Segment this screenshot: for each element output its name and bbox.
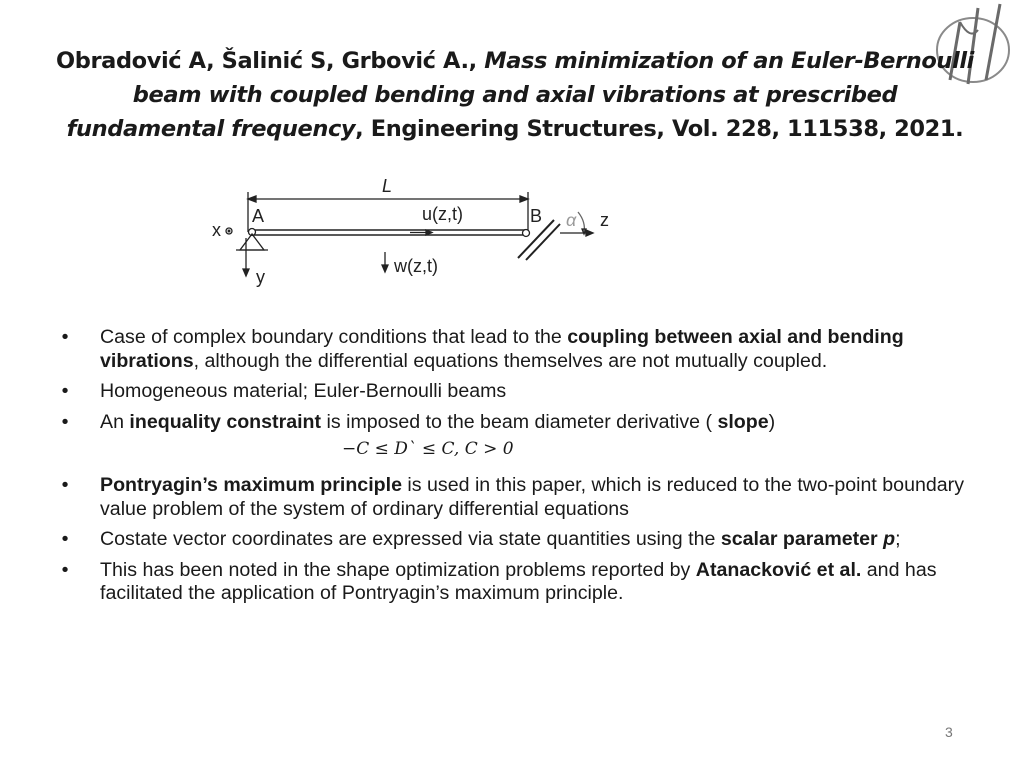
bullet-text: Case of complex boundary conditions that lead to the bbox=[100, 326, 568, 348]
bullet-text: is imposed to the beam diameter derivative ( bbox=[321, 410, 718, 433]
bullet-bold: Atanacković et al. bbox=[695, 558, 862, 581]
title-paper: Mass minimization of an Euler-Bernoulli beam with coupled bending and axial vibrations at prescribed fundamental frequency bbox=[66, 48, 974, 142]
beam-diagram bbox=[200, 172, 630, 294]
length-label: L bbox=[382, 176, 393, 196]
title-journal: , Engineering Structures, Vol. 228, 111538, 2021. bbox=[355, 116, 964, 142]
slide-title bbox=[55, 44, 975, 146]
bullet-bold: slope bbox=[717, 410, 769, 433]
transverse-label: w(z,t) bbox=[394, 256, 438, 276]
z-axis-label: z bbox=[600, 210, 609, 230]
bullet-item bbox=[58, 326, 968, 373]
bullet-bold: Pontryagin’s maximum principle bbox=[100, 474, 402, 496]
slope-constraint-formula: −C ≤ D` ≤ C, C > 0 bbox=[342, 439, 514, 459]
bullet-bold-italic: p bbox=[883, 528, 896, 550]
bullet-text: and has facilitated the application of Pontryagin’s maximum principle. bbox=[100, 558, 937, 604]
bullet-bold: scalar parameter bbox=[720, 528, 884, 550]
x-axis-label: x bbox=[212, 220, 221, 240]
bullet-dot: • bbox=[61, 380, 69, 402]
angle-label: α bbox=[566, 210, 577, 230]
bullet-dot: • bbox=[61, 474, 69, 496]
support-a bbox=[240, 234, 264, 250]
page-number: 3 bbox=[945, 724, 953, 740]
bullet-dot: • bbox=[61, 558, 69, 581]
bullet-text: Homogeneous material; Euler-Bernoulli beams bbox=[100, 380, 507, 402]
bullet-text: Costate vector coordinates are expressed via state quantities using the bbox=[100, 528, 721, 550]
bullet-item bbox=[58, 380, 968, 404]
point-b-label: B bbox=[530, 206, 543, 226]
bullet-text: This has been noted in the shape optimization problems reported by bbox=[100, 558, 696, 581]
bullet-item bbox=[58, 474, 968, 521]
bullet-list bbox=[58, 326, 968, 606]
bullet-item bbox=[58, 559, 968, 606]
bullet-text: is used in this paper, which is reduced to the two-point boundary value problem of the system of ordinary differential equations bbox=[100, 474, 964, 520]
axial-label: u(z,t) bbox=[422, 204, 464, 224]
y-axis-label: y bbox=[256, 267, 265, 287]
title-authors: Obradović A, Šalinić S, Grbović A., bbox=[56, 48, 477, 74]
bullet-text: , although the differential equations themselves are not mutually coupled. bbox=[193, 349, 828, 372]
bullet-item bbox=[58, 528, 968, 552]
bullet-text: An bbox=[100, 410, 130, 433]
bullet-dot: • bbox=[61, 326, 69, 348]
bullet-dot: • bbox=[61, 528, 69, 550]
point-a-label: A bbox=[252, 206, 265, 226]
bullet-item bbox=[58, 411, 968, 435]
bullet-bold: inequality constraint bbox=[129, 410, 322, 433]
bullet-text: ; bbox=[895, 528, 901, 550]
bullet-dot: • bbox=[61, 410, 69, 433]
bullet-bold: coupling between axial and bending vibrations bbox=[100, 326, 904, 372]
bullet-text: ) bbox=[768, 410, 776, 433]
